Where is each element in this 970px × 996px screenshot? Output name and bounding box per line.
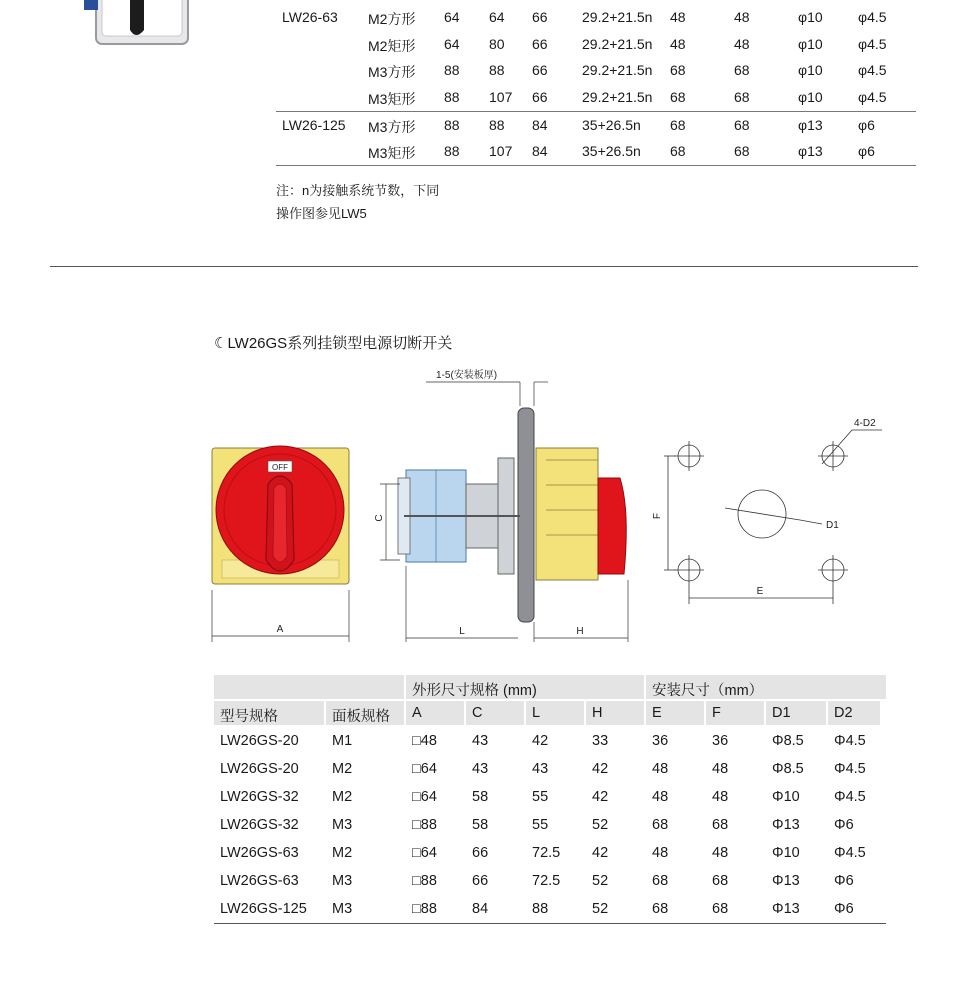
table-cell: φ10 [798, 89, 823, 106]
table-cell: 42 [592, 761, 609, 777]
mounting-view [664, 430, 882, 604]
table-cell: 48 [652, 789, 669, 805]
table-cell: 66 [532, 89, 548, 106]
table-cell: φ10 [798, 35, 823, 52]
dim-d1-label: D1 [826, 520, 839, 531]
table-cell: 68 [734, 89, 750, 106]
table-cell: Φ13 [772, 901, 800, 917]
table-cell: LW26-125 [282, 116, 346, 133]
table-cell: 35+26.5n [582, 143, 641, 160]
table-cell: 66 [532, 9, 548, 25]
table-cell: 48 [712, 761, 729, 777]
column-header [406, 701, 464, 725]
table-cell: 48 [712, 789, 729, 805]
table-cell: 72.5 [532, 873, 561, 889]
table-cell: M2 [332, 761, 353, 777]
table-row [214, 755, 886, 783]
table-cell: 43 [472, 733, 489, 749]
table-cell: 43 [472, 761, 489, 777]
table-cell: 68 [712, 817, 729, 833]
table-cell: M2方形 [368, 11, 416, 27]
group-header-row [214, 675, 886, 701]
table-cell: Φ4.5 [834, 789, 866, 805]
table-cell: Φ13 [772, 817, 800, 833]
top-spec-table [276, 4, 916, 166]
table-row [214, 727, 886, 755]
dim-h-label: H [576, 626, 584, 637]
column-header [214, 701, 324, 725]
table-cell: M3 [332, 873, 353, 889]
table-cell: 68 [652, 817, 669, 833]
table-cell: Φ6 [834, 817, 854, 833]
table-cell: LW26GS-20 [220, 761, 299, 777]
table-row [214, 783, 886, 811]
table-cell: 68 [652, 873, 669, 889]
note-line-2: 操作图参见LW5 [276, 206, 367, 221]
column-header [766, 701, 826, 725]
table-cell: Φ10 [772, 789, 800, 805]
column-header [466, 701, 524, 725]
dim-d2-label: 4-D2 [854, 418, 876, 429]
table-cell: 88 [444, 62, 460, 79]
column-header [586, 701, 644, 725]
table-row [276, 31, 916, 58]
table-cell: φ4.5 [858, 89, 887, 106]
table-row [276, 84, 916, 111]
table-cell: 80 [489, 35, 505, 52]
table-cell: φ6 [858, 116, 875, 133]
table-cell: Φ4.5 [834, 733, 866, 749]
section-title: ☾LW26GS系列挂锁型电源切断开关 [214, 335, 453, 352]
table-cell: 68 [734, 143, 750, 160]
table-cell: 68 [712, 873, 729, 889]
table-cell: 48 [670, 9, 686, 25]
table-cell: M3 [332, 901, 353, 917]
table-cell: 64 [444, 35, 460, 52]
table-cell: 72.5 [532, 845, 561, 861]
table-cell: 68 [670, 62, 686, 79]
table-row [276, 138, 916, 166]
table-cell: 88 [489, 62, 505, 79]
table-row [214, 839, 886, 867]
table-cell: 36 [652, 733, 669, 749]
table-row [276, 57, 916, 84]
table-cell: 88 [489, 116, 505, 133]
table-cell: 42 [592, 845, 609, 861]
table-cell: M1 [332, 733, 353, 749]
table-cell: 48 [734, 35, 750, 52]
table-cell: 29.2+21.5n [582, 62, 653, 79]
table-cell: Φ8.5 [772, 761, 804, 777]
table-cell: 68 [712, 901, 729, 917]
table-cell: □88 [412, 817, 437, 833]
table-cell: 66 [532, 35, 548, 52]
table-cell: Φ8.5 [772, 733, 804, 749]
table-cell: LW26GS-63 [220, 845, 299, 861]
lw26gs-spec-table [214, 675, 886, 924]
table-cell: 43 [532, 761, 549, 777]
table-cell: Φ6 [834, 873, 854, 889]
table-cell: 58 [472, 817, 489, 833]
table-cell: Φ4.5 [834, 761, 866, 777]
table-cell: 55 [532, 817, 549, 833]
table-cell: 68 [652, 901, 669, 917]
table-cell: 52 [592, 817, 609, 833]
table-cell: □88 [412, 901, 437, 917]
dim-c-label: C [374, 514, 385, 522]
table-cell: 68 [670, 116, 686, 133]
group-header-mounting: 安装尺寸（mm） [652, 683, 764, 699]
table-cell: Φ4.5 [834, 845, 866, 861]
table-cell: 42 [592, 789, 609, 805]
column-header [526, 701, 584, 725]
table-cell: 68 [670, 143, 686, 160]
note-line-1: 注：n为接触系统节数，下同 [276, 183, 440, 198]
table-cell: 64 [489, 9, 505, 25]
column-header-label: C [472, 705, 483, 721]
side-view [374, 368, 628, 642]
table-cell: 48 [712, 845, 729, 861]
table-cell: M3矩形 [368, 91, 416, 108]
table-cell: 35+26.5n [582, 116, 641, 133]
table-cell: 52 [592, 873, 609, 889]
table-cell: □48 [412, 733, 437, 749]
table-cell: LW26-63 [282, 9, 338, 25]
table-row [214, 895, 886, 924]
table-cell: M2 [332, 789, 353, 805]
table-cell: LW26GS-125 [220, 901, 307, 917]
knob-off-label: OFF [272, 463, 288, 472]
table-cell: 42 [532, 733, 549, 749]
column-header-label: E [652, 705, 662, 721]
column-header [706, 701, 764, 725]
section-divider [50, 266, 918, 267]
table-cell: M3方形 [368, 64, 416, 81]
table-cell: 68 [670, 89, 686, 106]
column-header-label: 面板规格 [332, 709, 390, 725]
table-cell: φ10 [798, 62, 823, 79]
table-cell: 52 [592, 901, 609, 917]
thickness-label: 1-5(安装板厚) [436, 370, 498, 381]
table-cell: 36 [712, 733, 729, 749]
table-cell: φ4.5 [858, 9, 887, 25]
table-cell: 107 [489, 143, 513, 160]
dimension-drawing [0, 360, 970, 650]
table-cell: 88 [444, 143, 460, 160]
table-cell: M2 [332, 845, 353, 861]
column-header [828, 701, 880, 725]
dim-e-label: E [756, 586, 764, 597]
table-cell: □64 [412, 789, 437, 805]
table-cell: □64 [412, 761, 437, 777]
table-cell: 29.2+21.5n [582, 9, 653, 25]
dim-a-label: A [276, 624, 284, 635]
table-cell: Φ10 [772, 845, 800, 861]
table-cell: 48 [652, 845, 669, 861]
table-cell: φ13 [798, 116, 823, 133]
table-cell: LW26GS-32 [220, 817, 299, 833]
dim-f-label: F [652, 512, 663, 520]
table-cell: 68 [734, 62, 750, 79]
table-cell: 64 [444, 9, 460, 25]
group-header-outline: 外形尺寸规格 (mm) [412, 683, 537, 699]
column-header-label: D1 [772, 705, 791, 721]
table-cell: 48 [652, 761, 669, 777]
table-cell: Φ13 [772, 873, 800, 889]
table-cell: M2矩形 [368, 37, 416, 54]
table-cell: M3 [332, 817, 353, 833]
table-cell: 55 [532, 789, 549, 805]
table-cell: φ4.5 [858, 62, 887, 79]
table-cell: 66 [532, 62, 548, 79]
table-cell: Φ6 [834, 901, 854, 917]
column-header-label: A [412, 705, 422, 721]
table-cell: LW26GS-32 [220, 789, 299, 805]
table-cell: 84 [532, 116, 548, 133]
table-cell: φ6 [858, 143, 875, 160]
table-row [214, 811, 886, 839]
table-cell: 33 [592, 733, 609, 749]
table-cell: 48 [670, 35, 686, 52]
table-cell: 66 [472, 873, 489, 889]
table-cell: φ4.5 [858, 35, 887, 52]
table-row [214, 867, 886, 895]
table-cell: 66 [472, 845, 489, 861]
table-cell: 68 [734, 116, 750, 133]
table-cell: M3方形 [368, 118, 416, 135]
table-cell: φ13 [798, 143, 823, 160]
dim-l-label: L [459, 626, 465, 637]
table-cell: 84 [472, 901, 489, 917]
table-row [276, 111, 916, 139]
table-cell: 29.2+21.5n [582, 35, 653, 52]
product-photo [80, 0, 200, 50]
column-header-label: L [532, 705, 541, 721]
table-cell: φ10 [798, 9, 823, 25]
table-cell: 29.2+21.5n [582, 89, 653, 106]
table-cell: 84 [532, 143, 548, 160]
table-cell: 88 [444, 116, 460, 133]
column-header-label: H [592, 705, 603, 721]
table-cell: 107 [489, 89, 513, 106]
table-row [276, 4, 916, 31]
column-header-row [214, 701, 886, 727]
table-cell: □88 [412, 873, 437, 889]
table-cell: M3矩形 [368, 145, 416, 162]
column-header-label: D2 [834, 705, 853, 721]
column-header-label: 型号规格 [220, 709, 278, 725]
table-cell: 58 [472, 789, 489, 805]
column-header [326, 701, 404, 725]
table-cell: 48 [734, 9, 750, 25]
column-header [646, 701, 704, 725]
table-cell: LW26GS-20 [220, 733, 299, 749]
table-cell: □64 [412, 845, 437, 861]
front-view [212, 446, 349, 642]
table-cell: 88 [532, 901, 549, 917]
table-cell: 88 [444, 89, 460, 106]
column-header-label: F [712, 705, 721, 721]
table-cell: LW26GS-63 [220, 873, 299, 889]
